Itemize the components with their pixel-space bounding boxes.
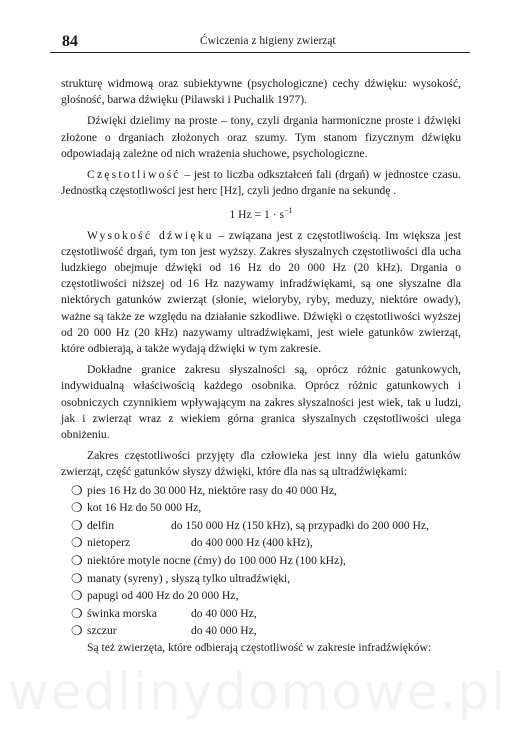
formula-base: 1 Hz = 1 · s [229,208,284,222]
species-range: do 40 000 Hz, [191,624,257,638]
species-range: do 150 000 Hz (150 kHz), są przypadki do 200 000 Hz, [171,518,429,532]
formula-exponent: −1 [284,206,293,216]
circle-bullet-icon: ❍ [71,483,83,499]
formula [61,203,461,223]
circle-bullet-icon: ❍ [71,624,83,640]
species-name: papugi [87,589,119,603]
species-name: nietoperz [87,536,131,550]
circle-bullet-icon: ❍ [71,554,83,570]
circle-bullet-icon: ❍ [71,606,83,622]
paragraph: Dokładne granice zakresu słyszalności są, oprócz różnic gatunkowych, indywidualną właściwością każdego osobnika. Oprócz różnic gatunkowych i osobniczych czynnikiem wpływającym na zakres słyszalności jest wiek, tak u ludzi, jak i zwierząt wraz z wiekiem górna granica słyszalnych częstotliwości ulega obniżeniu. [61,363,461,442]
watermark: wedlinydomowe.pl [7,663,508,721]
species-name: delfin [87,518,115,532]
page-number: 84 [62,33,78,50]
species-range: do 40 000 Hz, [191,606,257,620]
species-name: kot [87,501,102,515]
list-item [61,570,461,588]
page-content [61,76,461,656]
circle-bullet-icon: ❍ [71,571,83,587]
paragraph-text: – związana jest z częstotliwością. Im większa jest częstotliwość drgań, tym ton jest wyższy. Zakres słyszalnych częstotliwości dla ucha ludzkiego obejmuje dźwięki od 16 Hz do 20 000 Hz (20 kHz). Drgania o częstotliwości niższej od 16 Hz nazywamy infradźwiękami, są one słyszalne dla niektórych gatunków zwierząt (słonie, wieloryby, ryby, meduzy, niektóre owady), ważne są także ze względu na działanie szkodliwe. Dźwięki o częstotliwości wyższej od 20 000 Hz (20 kHz) nazywamy ultradźwiękami, jest wiele gatunków zwierząt, które odbierają, a także wydają dźwięki w tym zakresie. [61,228,461,356]
paragraph [61,167,461,199]
list-item [61,534,461,552]
list-item [61,552,461,570]
species-name: pies [87,483,106,497]
species-range: od 400 Hz do 20 000 Hz, [118,589,239,603]
species-range: 16 Hz do 30 000 Hz, niektóre rasy do 40 000 Hz, [105,483,337,497]
page-header [50,30,470,53]
paragraph: Dźwięki dzielimy na proste – tony, czyli drgania harmoniczne proste i dźwięki złożone o drganiach złożonych oraz szumy. Tym stanom fizycznym dźwięku odpowiadają zależne od nich wrażenia słuchowe, psychologiczne. [61,114,461,160]
species-hearing-list [61,482,461,640]
species-name: manaty (syreny) [87,571,163,585]
species-range: do 400 000 Hz (400 kHz), [191,536,313,550]
list-item [61,499,461,517]
species-name: niektóre motyle nocne (ćmy) [87,554,222,568]
species-range: 16 Hz do 50 000 Hz, [101,501,202,515]
list-item [61,517,461,535]
circle-bullet-icon: ❍ [71,501,83,517]
list-item [61,482,461,500]
paragraph: strukturę widmową oraz subiektywne (psychologiczne) cechy dźwięku: wysokość, głośność, barwa dźwięku (Pilawski i Puchalik 1977). [61,77,461,107]
species-name: świnka morska [87,606,157,620]
species-name: szczur [87,624,117,638]
list-item [61,605,461,623]
circle-bullet-icon: ❍ [71,589,83,605]
term-wysokosc-dzwieku: Wysokość dźwięku [87,228,214,242]
paragraph [61,228,461,358]
species-range: do 100 000 Hz (100 kHz), [221,554,346,568]
circle-bullet-icon: ❍ [71,536,83,552]
paragraph-text: – jest to liczba odkształceń fali (drgań) w jednostce czasu. Jednostką częstotliwości jest herc [Hz], czyli jedno drganie na sekundę . [61,168,461,198]
paragraph: Są też zwierzęta, które odbierają częstotliwość w zakresie infradźwięków: [87,641,432,655]
paragraph: Zakres częstotliwości przyjęty dla człowieka jest inny dla wielu gatunków zwierząt, część gatunków słyszy dźwięki, które dla nas są ultradźwiękami: [61,449,461,479]
list-item [61,622,461,640]
list-item [61,587,461,605]
species-range: , słyszą tylko ultradźwięki, [162,571,291,585]
circle-bullet-icon: ❍ [71,518,83,534]
term-czestotliwosc: Częstotliwość [87,168,181,182]
running-title: Ćwiczenia z higieny zwierząt [200,35,336,47]
